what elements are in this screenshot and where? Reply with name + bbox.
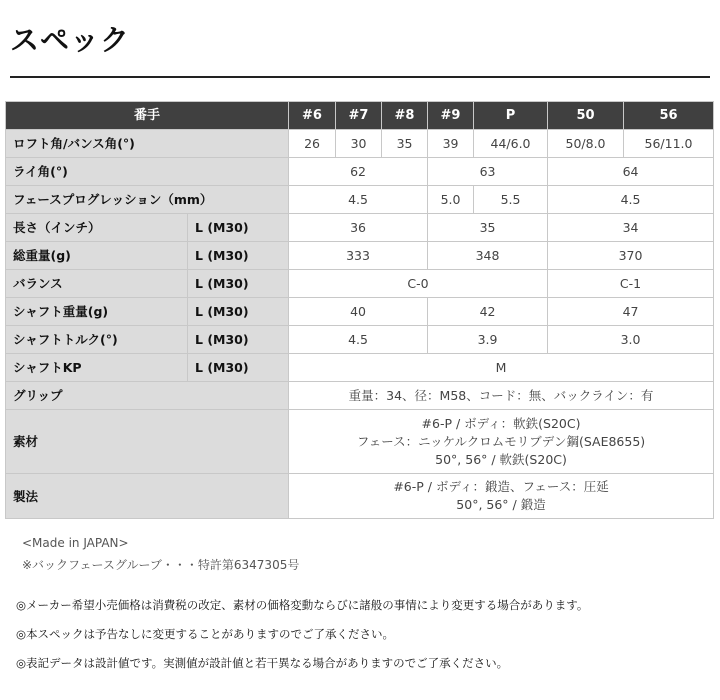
cell-length-6-8: 36 [289,214,428,242]
row-balance [6,270,714,298]
row-method [6,474,714,519]
row-label-weight: 総重量(g) [6,242,188,270]
cell-lie-50-56: 64 [548,158,714,186]
footnote-spec-change: ◎本スペックは予告なしに変更することがありますのでご了承ください。 [16,627,395,641]
cell-length-9-p: 35 [428,214,548,242]
row-grip [6,382,714,410]
row-torque [6,326,714,354]
method-line-2: 50°, 56° / 鍛造 [456,497,546,512]
cell-kp: M [289,354,714,382]
cell-loft-56: 56/11.0 [624,130,714,158]
row-progression [6,186,714,214]
row-sub-shaft-weight: L (M30) [188,298,289,326]
cell-prog-p: 5.5 [474,186,548,214]
cell-loft-9: 39 [428,130,474,158]
cell-material [289,410,714,474]
cell-loft-8: 35 [382,130,428,158]
cell-method [289,474,714,519]
row-label-grip: グリップ [6,382,289,410]
row-material [6,410,714,474]
cell-torque-50-56: 3.0 [548,326,714,354]
row-length [6,214,714,242]
header-row [6,102,714,130]
cell-loft-6: 26 [289,130,336,158]
cell-grip: 重量：34、径：M58、コード：無、バックライン：有 [289,382,714,410]
row-label-shaft-weight: シャフト重量(g) [6,298,188,326]
spec-table [5,101,714,519]
cell-balance-50-56: C-1 [548,270,714,298]
row-label-torque: シャフトトルク(°) [6,326,188,354]
row-label-material: 素材 [6,410,289,474]
method-line-1: #6-P / ボディ：鍛造、フェース：圧延 [393,479,609,494]
cell-length-50-56: 34 [548,214,714,242]
material-line-2: フェース：ニッケルクロムモリブデン鋼(SAE8655) [356,433,646,449]
row-label-balance: バランス [6,270,188,298]
cell-shaft-weight-50-56: 47 [548,298,714,326]
cell-weight-50-56: 370 [548,242,714,270]
footnote-price: ◎メーカー希望小売価格は消費税の改定、素材の価格変動ならびに諸般の事情により変更する場合があります。 [16,598,589,612]
row-shaft-weight [6,298,714,326]
header-club-p: P [474,102,548,130]
row-sub-torque: L (M30) [188,326,289,354]
row-label-kp: シャフトKP [6,354,188,382]
row-sub-balance: L (M30) [188,270,289,298]
patent-note: ※バックフェースグルーブ・・・特許第6347305号 [22,558,300,572]
header-club-9: #9 [428,102,474,130]
row-sub-weight: L (M30) [188,242,289,270]
material-line-1: #6-P / ボディ：軟鉄(S20C) [421,415,581,431]
title-divider [10,76,710,78]
row-weight [6,242,714,270]
header-club-50: 50 [548,102,624,130]
cell-weight-6-8: 333 [289,242,428,270]
row-label-lie: ライ角(°) [6,158,289,186]
cell-lie-9-p: 63 [428,158,548,186]
cell-loft-p: 44/6.0 [474,130,548,158]
header-club-8: #8 [382,102,428,130]
cell-shaft-weight-9-p: 42 [428,298,548,326]
cell-weight-9-p: 348 [428,242,548,270]
row-loft [6,130,714,158]
header-number: 番手 [6,102,289,130]
row-label-progression: フェースプログレッション（mm） [6,186,289,214]
page-title: スペック [10,23,131,57]
cell-loft-7: 30 [336,130,382,158]
row-lie [6,158,714,186]
cell-shaft-weight-6-8: 40 [289,298,428,326]
row-label-method: 製法 [6,474,289,519]
cell-torque-6-8: 4.5 [289,326,428,354]
row-sub-kp: L (M30) [188,354,289,382]
cell-lie-6-8: 62 [289,158,428,186]
header-club-6: #6 [289,102,336,130]
cell-prog-50-56: 4.5 [548,186,714,214]
row-label-loft: ロフト角/バンス角(°) [6,130,289,158]
made-in-note: <Made in JAPAN> [22,536,129,550]
header-club-7: #7 [336,102,382,130]
row-label-length: 長さ（インチ） [6,214,188,242]
cell-loft-50: 50/8.0 [548,130,624,158]
cell-prog-9: 5.0 [428,186,474,214]
cell-prog-6-8: 4.5 [289,186,428,214]
footnote-design-values: ◎表記データは設計値です。実測値が設計値と若干異なる場合がありますのでご了承ください。 [16,656,509,670]
header-club-56: 56 [624,102,714,130]
row-kp [6,354,714,382]
row-sub-length: L (M30) [188,214,289,242]
material-line-3: 50°, 56° / 軟鉄(S20C) [435,451,567,467]
cell-torque-9-p: 3.9 [428,326,548,354]
cell-balance-6-p: C-0 [289,270,548,298]
